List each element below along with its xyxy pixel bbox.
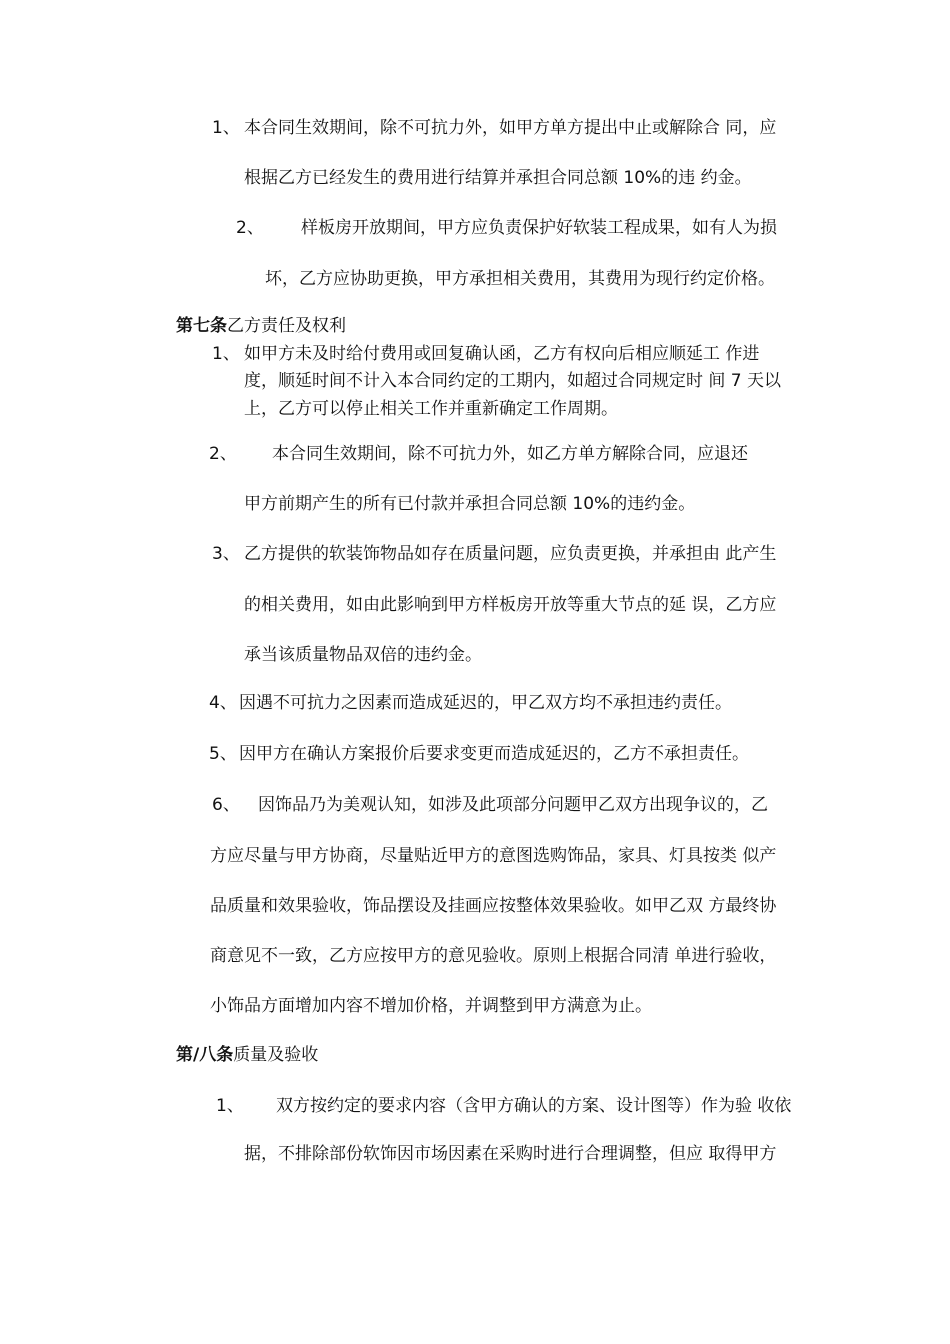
paragraph-line: 的相关费用，如由此影响到甲方样板房开放等重大节点的延 误，乙方应 <box>244 595 777 615</box>
paragraph-line: 根据乙方已经发生的费用进行结算并承担合同总额 10%的违 约金。 <box>244 168 752 188</box>
paragraph-line: 乙方提供的软装饰物品如存在质量问题，应负责更换，并承担由 此产生 <box>244 544 777 564</box>
paragraph-line: 方应尽量与甲方协商，尽量贴近甲方的意图选购饰品，家具、灯具按类 似产 <box>210 846 777 866</box>
item-number: 6、 <box>212 795 240 815</box>
paragraph-line: 承当该质量物品双倍的违约金。 <box>244 645 482 665</box>
paragraph-line: 品质量和效果验收，饰品摆设及挂画应按整体效果验收。如甲乙双 方最终协 <box>210 896 777 916</box>
section-title: 质量及验收 <box>233 1045 319 1065</box>
section-number: 第/八条 <box>176 1045 234 1065</box>
paragraph-line: 因甲方在确认方案报价后要求变更而造成延迟的，乙方不承担责任。 <box>239 744 749 764</box>
item-number: 5、 <box>209 744 237 764</box>
section-heading <box>176 315 346 337</box>
paragraph-line: 本合同生效期间，除不可抗力外，如乙方单方解除合同，应退还 <box>272 444 748 464</box>
paragraph-line: 甲方前期产生的所有已付款并承担合同总额 10%的违约金。 <box>244 494 696 514</box>
paragraph-line: 双方按约定的要求内容（含甲方确认的方案、设计图等）作为验 收依 <box>276 1096 792 1116</box>
section-title: 乙方责任及权利 <box>227 316 346 336</box>
paragraph-line: 本合同生效期间，除不可抗力外，如甲方单方提出中止或解除合 同，应 <box>244 118 777 138</box>
paragraph-line: 因遇不可抗力之因素而造成延迟的，甲乙双方均不承担违约责任。 <box>239 693 732 713</box>
paragraph-line: 据，不排除部份软饰因市场因素在采购时进行合理调整，但应 取得甲方 <box>244 1144 777 1164</box>
section-number: 第七条 <box>176 316 227 336</box>
paragraph-line: 上，乙方可以停止相关工作并重新确定工作周期。 <box>244 399 618 419</box>
item-number: 1、 <box>216 1096 244 1116</box>
paragraph-line: 如甲方未及时给付费用或回复确认函，乙方有权向后相应顺延工 作进 <box>244 344 760 364</box>
item-number: 2、 <box>236 218 264 238</box>
item-number: 1、 <box>212 118 240 138</box>
paragraph-line: 样板房开放期间，甲方应负责保护好软装工程成果，如有人为损 <box>301 218 777 238</box>
paragraph-line: 坏，乙方应协助更换，甲方承担相关费用，其费用为现行约定价格。 <box>265 269 775 289</box>
item-number: 4、 <box>209 693 237 713</box>
paragraph-line: 小饰品方面增加内容不增加价格，并调整到甲方满意为止。 <box>210 996 652 1016</box>
section-heading <box>176 1044 318 1066</box>
paragraph-line: 因饰品乃为美观认知，如涉及此项部分问题甲乙双方出现争议的，乙 <box>258 795 768 815</box>
paragraph-line: 商意见不一致，乙方应按甲方的意见验收。原则上根据合同清 单进行验收， <box>210 946 777 966</box>
paragraph-line: 度，顺延时间不计入本合同约定的工期内，如超过合同规定时 间 7 天以 <box>244 371 782 391</box>
item-number: 3、 <box>212 544 240 564</box>
item-number: 1、 <box>212 344 240 364</box>
item-number: 2、 <box>209 444 237 464</box>
